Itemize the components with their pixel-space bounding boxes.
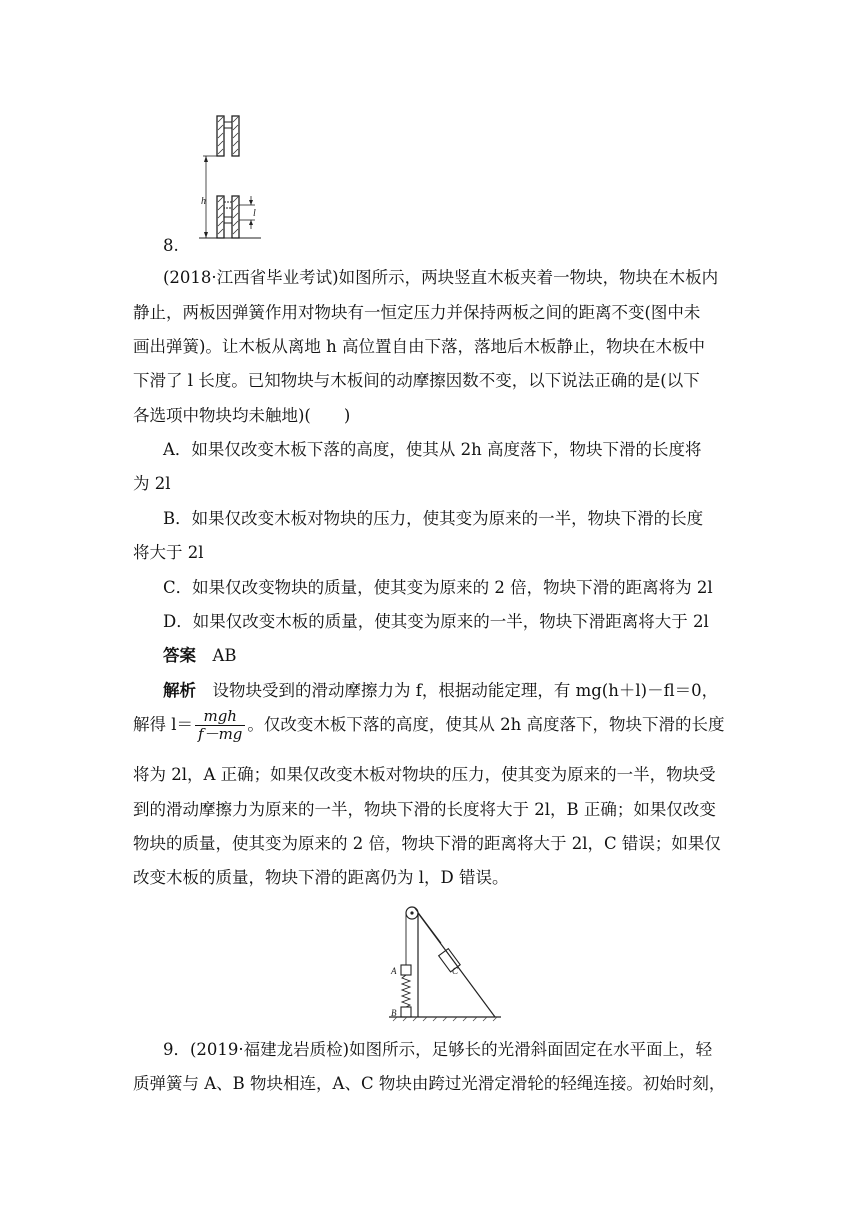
q8-fraction: [195, 708, 245, 743]
q8-option-b-line-1: B．如果仅改变木板对物块的压力，使其变为原来的一半，物块下滑的长度: [163, 509, 704, 528]
q9-figure-label-b: B: [391, 1008, 397, 1018]
q9-figure: [385, 903, 505, 1023]
q9-figure-label-a: A: [391, 966, 397, 976]
q8-option-a-line-1: A．如果仅改变木板下落的高度，使其从 2h 高度落下，物块下滑的长度将: [163, 440, 702, 459]
q8-fraction-numerator: mgh: [195, 708, 245, 726]
q8-stem-line-1: [163, 267, 763, 289]
q8-analysis-line-2: [133, 708, 733, 748]
q9-figure-label-c: C: [452, 966, 459, 976]
q8-analysis-text-1: 设物块受到的滑动摩擦力为 f，根据动能定理，有 mg(h＋l)－fl＝0，: [212, 681, 719, 700]
q8-option-b-line-2: 将大于 2l: [133, 543, 204, 562]
q8-analysis-text-2-post: 。仅改变木板下落的高度，使其从 2h 高度落下，物块下滑的长度: [247, 715, 725, 734]
q8-analysis-text-2-pre: 解得 l＝: [133, 715, 194, 734]
q8-answer-label: 答案: [163, 646, 196, 665]
q8-analysis-line-5: 物块的质量，使其变为原来的 2 倍，物块下滑的距离将大于 2l，C 错误；如果仅: [133, 834, 721, 853]
q8-figure-l-label: l: [253, 208, 256, 219]
q8-stem-line-4: 下滑了 l 长度。已知物块与木板间的动摩擦因数不变，以下说法正确的是(以下: [133, 371, 700, 390]
q8-stem-line-3: 画出弹簧)。让木板从离地 h 高位置自由下落，落地后木板静止，物块在木板中: [133, 337, 706, 356]
q8-source: (2018·江西省毕业考试): [163, 268, 339, 287]
q8-answer-value: AB: [212, 646, 237, 665]
q8-number: 8.: [163, 236, 179, 255]
q8-stem-line-2: 静止，两板因弹簧作用对物块有一恒定压力并保持两板之间的距离不变(图中未: [133, 303, 701, 322]
q8-answer-line: [163, 645, 763, 667]
q8-analysis-line-6: 改变木板的质量，物块下滑的距离仍为 l，D 错误。: [133, 868, 509, 887]
q8-stem-text-1: 如图所示，两块竖直木板夹着一物块，物块在木板内: [338, 268, 719, 287]
q8-analysis-label: 解析: [163, 681, 196, 700]
q8-figure-h-label: h: [201, 196, 206, 207]
q9-line-1: 9．(2019·福建龙岩质检)如图所示，足够长的光滑斜面固定在水平面上，轻: [163, 1040, 713, 1059]
q8-option-a-line-2: 为 2l: [133, 474, 171, 493]
q8-fraction-denominator: f－mg: [198, 725, 243, 743]
q8-option-d: D．如果仅改变木板的质量，使其变为原来的一半，物块下滑距离将大于 2l: [163, 612, 709, 631]
q8-analysis-line-3: 将为 2l，A 正确；如果仅改变木板对物块的压力，使其变为原来的一半，物块受: [133, 765, 716, 784]
q8-stem-line-5: 各选项中物块均未触地)( ): [133, 406, 351, 425]
q8-figure: [195, 108, 265, 240]
q8-analysis-line-1: [163, 680, 763, 702]
q9-line-2: 质弹簧与 A、B 物块相连，A、C 物块由跨过光滑定滑轮的轻绳连接。初始时刻，: [133, 1074, 726, 1093]
q8-option-c: C．如果仅改变物块的质量，使其变为原来的 2 倍，物块下滑的距离将为 2l: [163, 578, 713, 597]
q8-analysis-line-4: 到的滑动摩擦力为原来的一半，物块下滑的长度将大于 2l，B 正确；如果仅改变: [133, 800, 716, 819]
